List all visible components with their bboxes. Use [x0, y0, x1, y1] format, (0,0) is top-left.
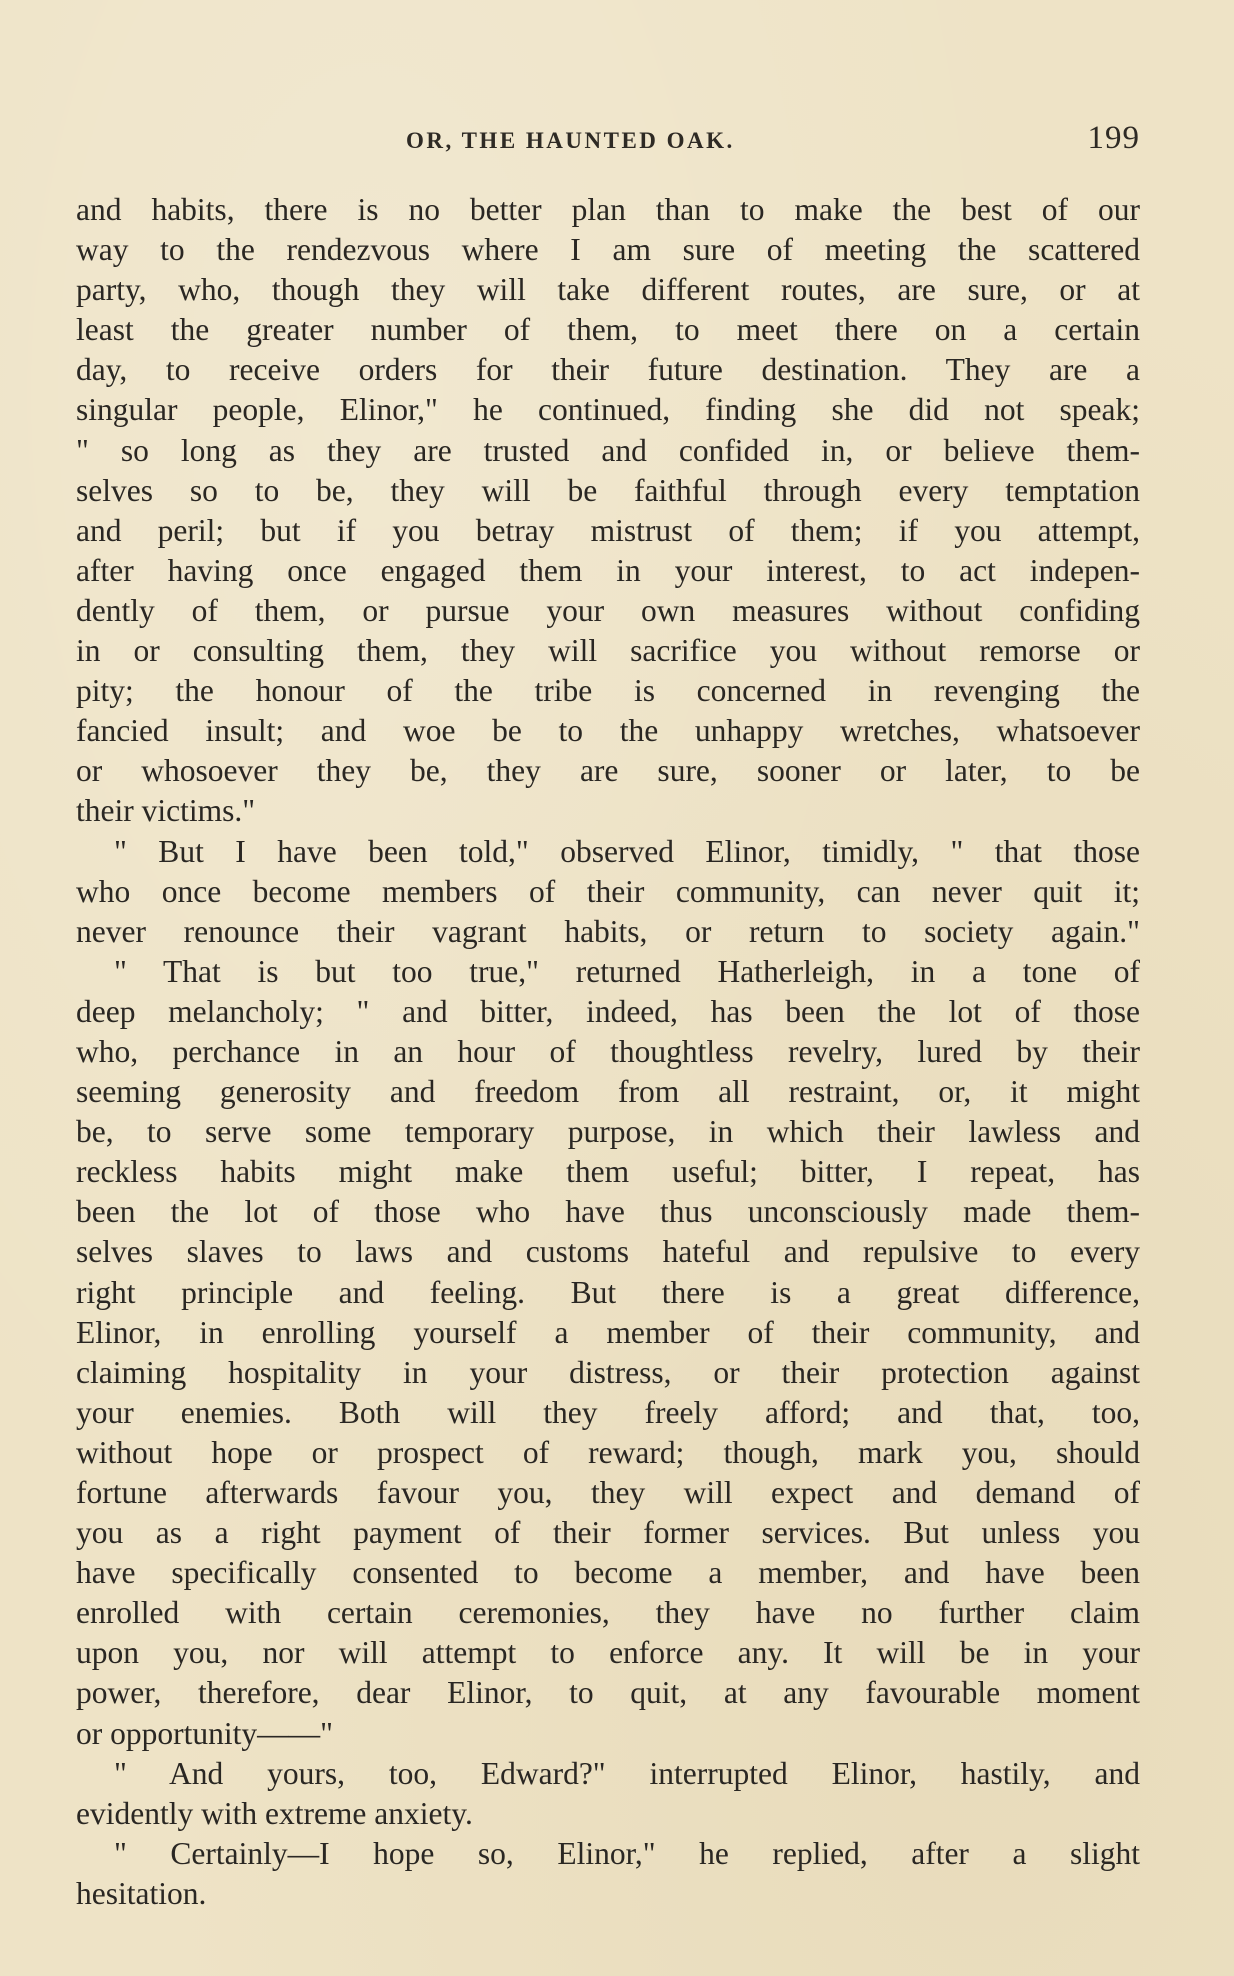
text-line: and habits, there is no better plan than to make the best of our [76, 192, 1140, 227]
text-line: selves slaves to laws and customs hateful and repulsive to every [76, 1234, 1140, 1270]
text-line: their victims." [76, 793, 256, 829]
text-line: in or consulting them, they will sacrifice you without remorse or [76, 633, 1140, 669]
text-line: evidently with extreme anxiety. [76, 1795, 473, 1831]
text-line: and peril; but if you betray mistrust of them; if you attempt, [76, 512, 1140, 548]
text-line: enrolled with certain ceremonies, they have no further claim [76, 1595, 1140, 1631]
text-line: day, to receive orders for their future destination. They are a [76, 352, 1140, 388]
text-line: way to the rendezvous where I am sure of meeting the scattered [76, 232, 1140, 268]
text-line: hesitation. [76, 1875, 207, 1911]
text-line: who once become members of their community, can never quit it; [76, 873, 1140, 909]
text-line: Elinor, in enrolling yourself a member of their community, and [76, 1314, 1140, 1350]
text-line: be, to serve some temporary purpose, in which their lawless and [76, 1114, 1140, 1150]
text-line: upon you, nor will attempt to enforce any. It will be in your [76, 1635, 1140, 1671]
text-line: " so long as they are trusted and confided in, or believe them- [76, 432, 1140, 468]
running-head: OR, THE HAUNTED OAK. [406, 128, 735, 153]
text-line: you as a right payment of their former services. But unless you [76, 1515, 1140, 1551]
text-line: claiming hospitality in your distress, or their protection against [76, 1354, 1140, 1390]
page-number: 199 [1087, 120, 1140, 156]
text-line: never renounce their vagrant habits, or return to society again." [76, 913, 1140, 949]
text-line: power, therefore, dear Elinor, to quit, at any favourable moment [76, 1675, 1140, 1711]
text-line: dently of them, or pursue your own measures without confiding [76, 592, 1140, 628]
text-line: who, perchance in an hour of thoughtless revelry, lured by their [76, 1033, 1140, 1069]
text-line: " That is but too true," returned Hatherleigh, in a tone of [114, 953, 1140, 989]
body-text [76, 190, 1140, 1914]
text-line: been the lot of those who have thus unconsciously made them- [76, 1194, 1140, 1230]
text-line: right principle and feeling. But there is a great difference, [76, 1274, 1140, 1310]
text-line: have specifically consented to become a member, and have been [76, 1555, 1140, 1591]
page-header [76, 120, 1140, 164]
text-line: singular people, Elinor," he continued, finding she did not speak; [76, 392, 1140, 428]
text-line: or whosoever they be, they are sure, sooner or later, to be [76, 753, 1140, 789]
text-line: pity; the honour of the tribe is concerned in revenging the [76, 673, 1140, 709]
text-line: selves so to be, they will be faithful through every temptation [76, 472, 1140, 508]
text-line: or opportunity——" [76, 1715, 333, 1751]
text-line: your enemies. Both will they freely afford; and that, too, [76, 1394, 1140, 1430]
text-line: seeming generosity and freedom from all restraint, or, it might [76, 1074, 1140, 1110]
text-line: " And yours, too, Edward?" interrupted Elinor, hastily, and [114, 1755, 1140, 1791]
text-line: " Certainly—I hope so, Elinor," he replied, after a slight [114, 1835, 1140, 1871]
text-line: fancied insult; and woe be to the unhappy wretches, whatsoever [76, 713, 1140, 749]
text-line: least the greater number of them, to meet there on a certain [76, 312, 1140, 348]
text-line: " But I have been told," observed Elinor, timidly, " that those [114, 833, 1140, 869]
text-line: party, who, though they will take different routes, are sure, or at [76, 272, 1140, 308]
text-line: deep melancholy; " and bitter, indeed, has been the lot of those [76, 993, 1140, 1029]
text-line: fortune afterwards favour you, they will expect and demand of [76, 1475, 1140, 1510]
text-line: without hope or prospect of reward; though, mark you, should [76, 1434, 1140, 1470]
text-line: after having once engaged them in your interest, to act indepen- [76, 552, 1140, 588]
text-line: reckless habits might make them useful; bitter, I repeat, has [76, 1154, 1140, 1190]
